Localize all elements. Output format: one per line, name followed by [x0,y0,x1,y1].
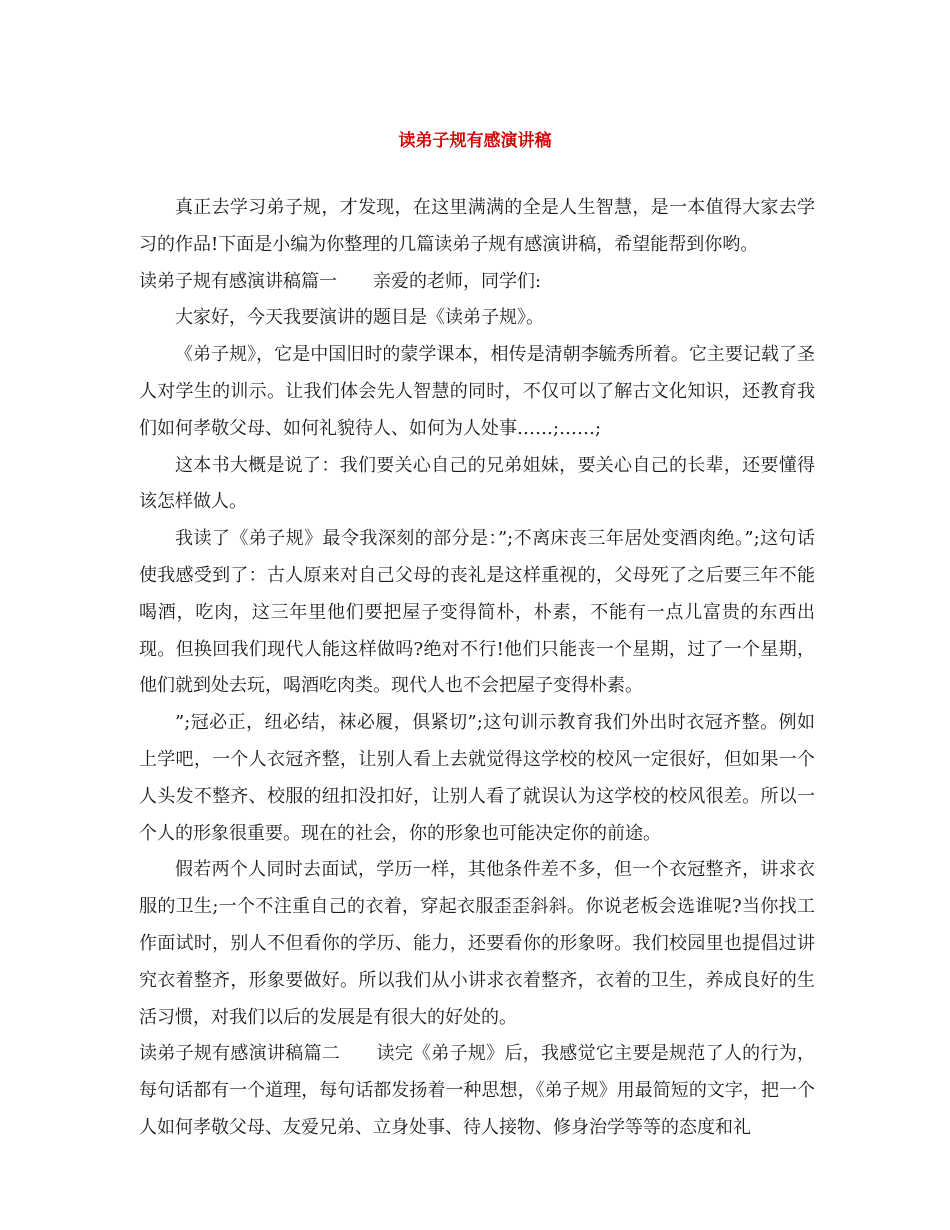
paragraph-section-two [139,1036,815,1146]
paragraph-intro: 真正去学习弟子规，才发现，在这里满满的全是人生智慧，是一本值得大家去学习的作品!下面是小编为你整理的几篇读弟子规有感演讲稿，希望能帮到你哟。 [139,197,815,255]
section-heading: 读弟子规有感演讲稿篇一 [139,270,337,292]
salutation: 亲爱的老师，同学们: [373,270,542,292]
paragraph-interview: 假若两个人同时去面试，学历一样，其他条件差不多，但一个衣冠整齐，讲求衣服的卫生;一个不注重自己的衣着，穿起衣服歪歪斜斜。你说老板会选谁呢?当你找工作面试时，别人不但看你的学历、能力，还要看你的形象呀。我们校园里也提倡过讲究衣着整齐，形象要做好。所以我们从小讲求衣着整齐，衣着的卫生，养成良好的生活习惯，对我们以后的发展是有很大的好处的。 [139,859,815,1028]
section-two-text: 读完《弟子规》后，我感觉它主要是规范了人的行为，每句话都有一个道理，每句话都发扬着一种思想，《弟子规》用最简短的文字，把一个人如何孝敬父母、友爱兄弟、立身处事、待人接物、修身治学等等的态度和礼 [139,1043,816,1138]
document-title: 读弟子规有感演讲稿 [398,131,552,151]
section-heading: 读弟子规有感演讲稿篇二 [139,1043,341,1065]
document-body [139,190,815,1147]
paragraph-section-one-heading [139,264,815,301]
paragraph-greeting: 大家好，今天我要演讲的题目是《读弟子规》。 [175,307,544,329]
paragraph-mourning: 我读了《弟子规》最令我深刻的部分是：”;不离床丧三年居处变酒肉绝。”;这句话使我感受到了：古人原来对自己父母的丧礼是这样重视的，父母死了之后要三年不能喝酒，吃肉，这三年里他们要把屋子变得简朴，朴素，不能有一点儿富贵的东西出现。但换回我们现代人能这样做吗?绝对不行!他们只能丧一个星期，过了一个星期，他们就到处去玩，喝酒吃肉类。现代人也不会把屋子变得朴素。 [139,528,815,697]
paragraph-book-summary: 这本书大概是说了：我们要关心自己的兄弟姐妹，要关心自己的长辈，还要懂得该怎样做人。 [139,454,815,513]
paragraph-attire: ”;冠必正，纽必结，袜必履，俱紧切”;这句训示教育我们外出时衣冠齐整。例如上学吧，一个人衣冠齐整，让别人看上去就觉得这学校的校风一定很好，但如果一个人头发不整齐、校服的纽扣没扣好，让别人看了就误认为这学校的校风很差。所以一个人的形象很重要。现在的社会，你的形象也可能决定你的前途。 [139,712,815,844]
paragraph-book-intro: 《弟子规》，它是中国旧时的蒙学课本，相传是清朝李毓秀所着。它主要记载了圣人对学生的训示。让我们体会先人智慧的同时，不仅可以了解古文化知识，还教育我们如何孝敬父母、如何礼貌待人、如何为人处事……;……; [139,344,815,439]
